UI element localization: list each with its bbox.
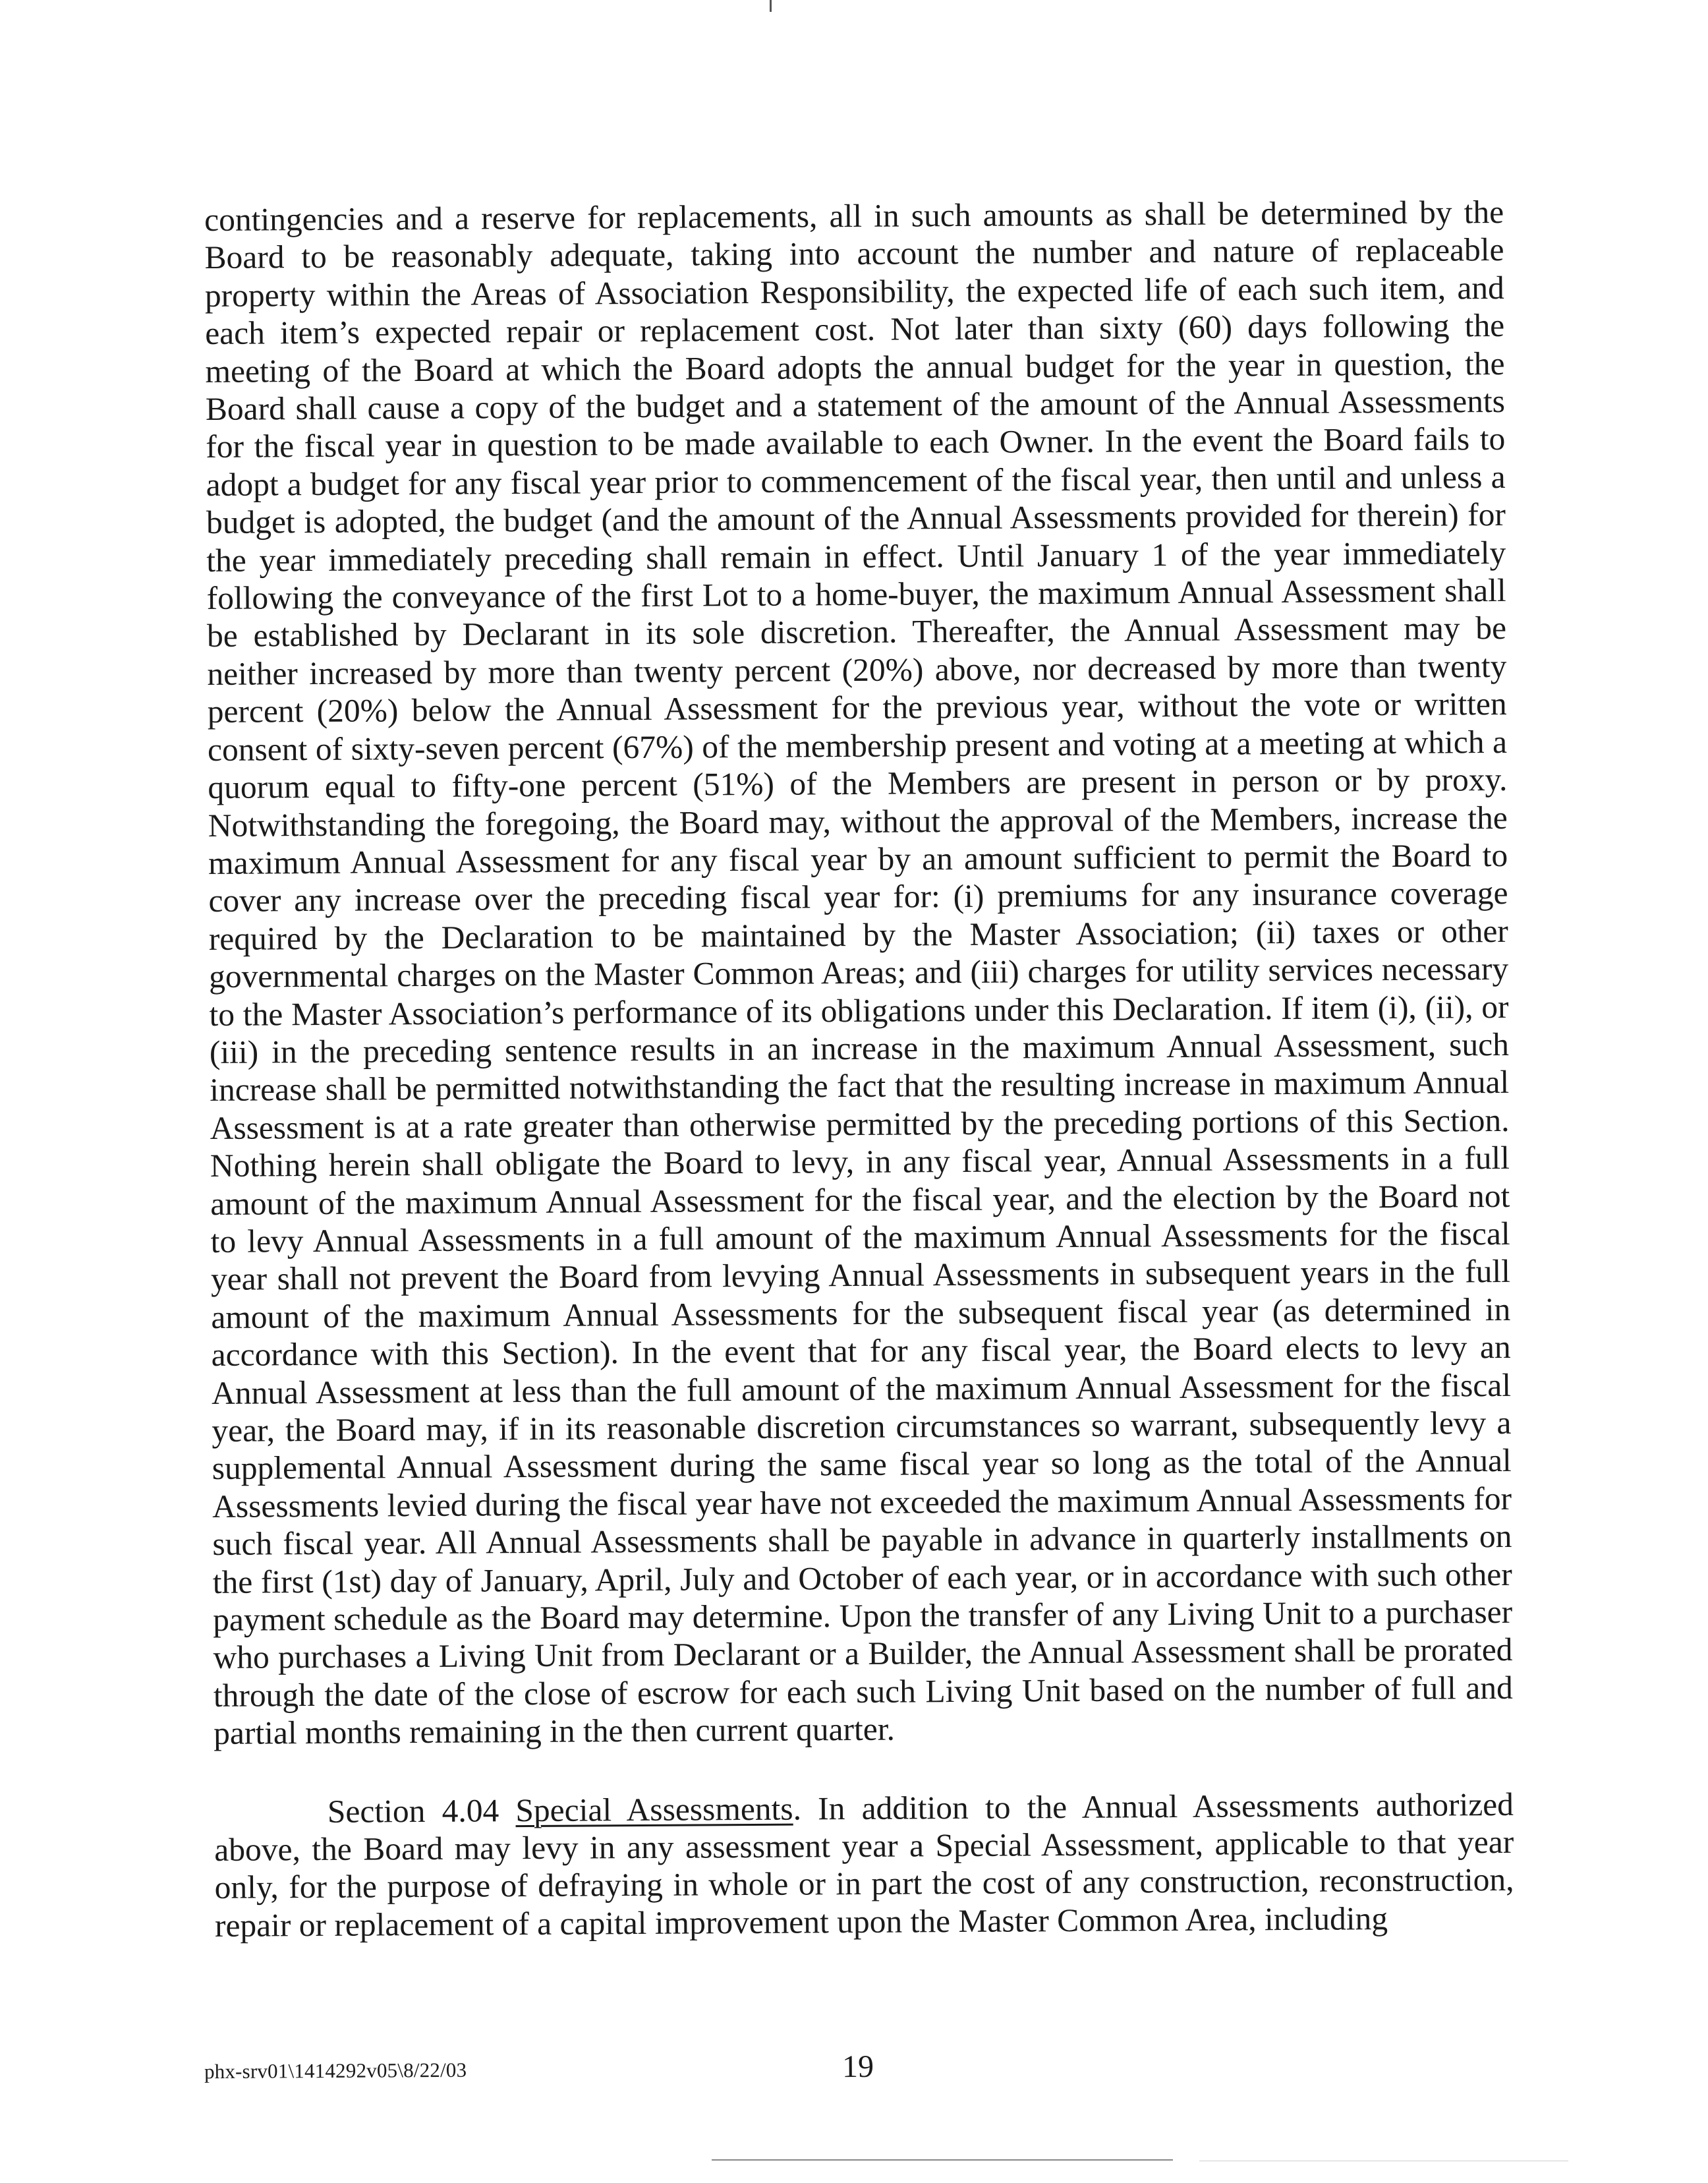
- footer-document-id: phx-srv01\1414292v05\8/22/03: [204, 2058, 467, 2083]
- section-title-period: .: [793, 1790, 802, 1827]
- section-title: Special Assessments: [515, 1790, 793, 1828]
- page-number: 19: [841, 2049, 874, 2085]
- document-body: [204, 193, 1514, 1944]
- scan-mark: [770, 0, 772, 12]
- paragraph-assessments-continued: contingencies and a reserve for replacements, all in such amounts as shall be determined by the Board to be reasonably adequate, taking into account the number and nature of replaceable property within the Areas of Association Responsibility, the expected life of each such item, and each item’s expected repair or replacement cost. Not later than sixty (60) days following the meeting of the Board at which the Board adopts the annual budget for the year in question, the Board shall cause a copy of the budget and a statement of the amount of the Annual Assessments for the fiscal year in question to be made available to each Owner. In the event the Board fails to adopt a budget for any fiscal year prior to commencement of the fiscal year, then until and unless a budget is adopted, the budget (and the amount of the Annual Assessments provided for therein) for the year immediately preceding shall remain in effect. Until January 1 of the year immediately following the conveyance of the first Lot to a home-buyer, the maximum Annual Assessment shall be established by Declarant in its sole discretion. Thereafter, the Annual Assessment may be neither increased by more than twenty percent (20%) above, nor decreased by more than twenty percent (20%) below the Annual Assessment for the previous year, without the vote or written consent of sixty-seven percent (67%) of the membership present and voting at a meeting at which a quorum equal to fifty-one percent (51%) of the Members are present in person or by proxy. Notwithstanding the foregoing, the Board may, without the approval of the Members, increase the maximum Annual Assessment for any fiscal year by an amount sufficient to permit the Board to cover any increase over the preceding fiscal year for: (i) premiums for any insurance coverage required by the Declaration to be maintained by the Master Association; (ii) taxes or other governmental charges on the Master Common Areas; and (iii) charges for utility services necessary to the Master Association’s performance of its obligations under this Declaration. If item (i), (ii), or (iii) in the preceding sentence results in an increase in the maximum Annual Assessment, such increase shall be permitted notwithstanding the fact that the resulting increase in maximum Annual Assessment is at a rate greater than otherwise permitted by the preceding portions of this Section. Nothing herein shall obligate the Board to levy, in any fiscal year, Annual Assessments in a full amount of the maximum Annual Assessment for the fiscal year, and the election by the Board not to levy Annual Assessments in a full amount of the maximum Annual Assessments for the fiscal year shall not prevent the Board from levying Annual Assessments in subsequent years in the full amount of the maximum Annual Assessments for the subsequent fiscal year (as determined in accordance with this Section). In the event that for any fiscal year, the Board elects to levy an Annual Assessment at less than the full amount of the maximum Annual Assessment for the fiscal year, the Board may, if in its reasonable discretion circumstances so warrant, subsequently levy a supplemental Annual Assessment during the same fiscal year so long as the total of the Annual Assessments levied during the fiscal year have not exceeded the maximum Annual Assessments for such fiscal year. All Annual Assessments shall be payable in advance in quarterly installments on the first (1st) day of January, April, July and October of each year, or in accordance with such other payment schedule as the Board may determine. Upon the transfer of any Living Unit to a purchaser who purchases a Living Unit from Declarant or a Builder, the Annual Assessment shall be prorated through the date of the close of escrow for each such Living Unit based on the number of full and partial months remaining in the then current quarter.: [204, 193, 1513, 1752]
- bottom-rule: [712, 2159, 1173, 2161]
- section-number: Section 4.04: [327, 1791, 499, 1830]
- paragraph-section-4-04: [214, 1786, 1514, 1945]
- section-body: In addition to the Annual Assessments authorized above, the Board may levy in any assessment year a Special Assessment, applicable to that year only, for the purpose of defraying in whole or in part the cost of any construction, reconstruction, repair or replacement of a capital improvement upon the Master Common Area, including: [214, 1786, 1514, 1944]
